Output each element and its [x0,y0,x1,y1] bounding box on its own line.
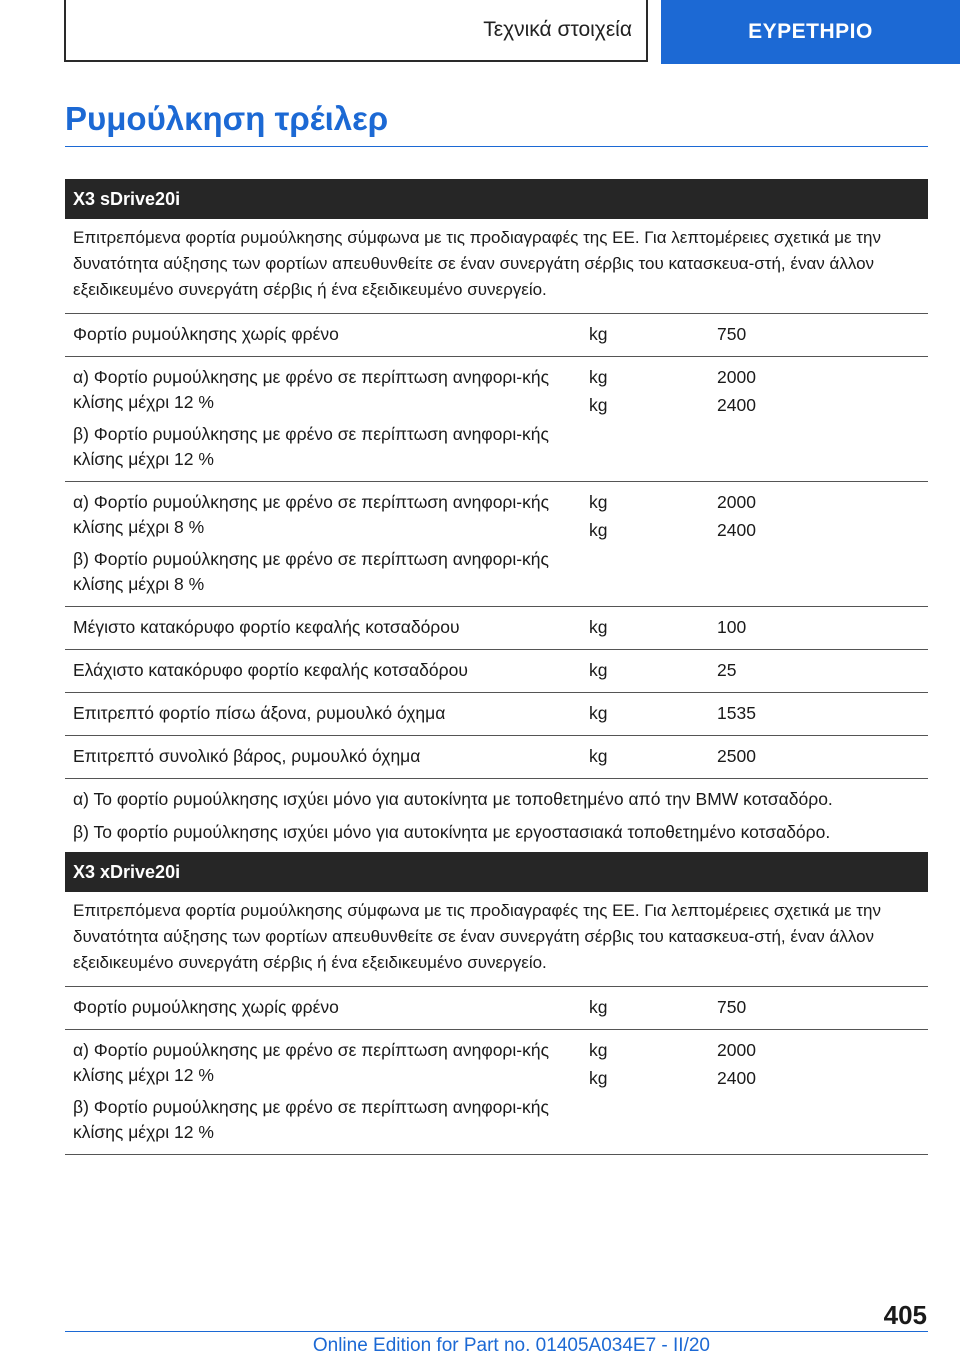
footer-edition-text: Online Edition for Part no. 01405A034E7 - II/20 [312,1335,710,1356]
table-row [65,482,928,607]
table-row [65,1030,928,1155]
page-number: 405 [883,1300,927,1330]
row-unit: kg [589,520,608,540]
row-unit-cell [581,357,709,481]
tab-technical-data-label: Τεχνικά στοιχεία [483,18,632,41]
row-value: 2400 [717,1068,756,1088]
row-label: Φορτίο ρυμούλκησης χωρίς φρένο [73,997,339,1017]
table-intro-text: Επιτρεπόμενα φορτία ρυμούλκησης σύμφωνα με τις προδιαγραφές της ΕΕ. Για λεπτομέρειες σχετικά με την δυνατότητα αύξησης των φορτίων απευθυνθείτε σε έναν συνεργάτη σέρβις του κατασκευα-στή, έναν άλλον εξειδικευμένο συνεργάτη σέρβις ή ένα εξειδικευμένο συνεργείο. [65,892,928,987]
tab-technical-data[interactable] [64,0,648,62]
tab-index-label: ΕΥΡΕΤΗΡΙΟ [748,20,873,43]
row-unit-cell [581,607,709,649]
row-unit: kg [589,1068,608,1088]
row-label: Μέγιστο κατακόρυφο φορτίο κεφαλής κοτσαδόρου [73,617,460,637]
table-header-model: X3 sDrive20i [65,179,928,219]
row-label: α) Φορτίο ρυμούλκησης με φρένο σε περίπτωση ανηφορι-κής κλίσης μέχρι 12 % [73,1040,550,1085]
row-label-cell [65,736,581,778]
table-row [65,987,928,1030]
table-row [65,607,928,650]
row-unit: kg [589,492,608,512]
footer-mask [714,1334,960,1362]
row-value-cell [709,314,928,356]
row-unit-cell [581,987,709,1029]
row-unit: kg [589,703,608,723]
table-row [65,650,928,693]
row-value-cell [709,736,928,778]
row-label-cell [65,693,581,735]
row-label-cell [65,482,581,606]
row-value: 750 [717,324,747,344]
row-label: α) Φορτίο ρυμούλκησης με φρένο σε περίπτωση ανηφορι-κής κλίσης μέχρι 8 % [73,492,550,537]
row-value: 2000 [717,367,756,387]
row-unit: kg [589,617,608,637]
row-label: Φορτίο ρυμούλκησης χωρίς φρένο [73,324,339,344]
row-unit-cell [581,1030,709,1154]
row-label-cell [65,314,581,356]
row-value: 2400 [717,395,756,415]
row-unit: kg [589,997,608,1017]
top-tab-bar [0,0,960,66]
table-header-model: X3 xDrive20i [65,852,928,892]
table-intro-text: Επιτρεπόμενα φορτία ρυμούλκησης σύμφωνα με τις προδιαγραφές της ΕΕ. Για λεπτομέρειες σχετικά με την δυνατότητα αύξησης των φορτίων απευθυνθείτε σε έναν συνεργάτη σέρβις του κατασκευα-στή, έναν άλλον εξειδικευμένο συνεργάτη σέρβις ή ένα εξειδικευμένο συνεργείο. [65,219,928,314]
row-unit-cell [581,314,709,356]
row-value: 750 [717,997,747,1017]
row-unit: kg [589,746,608,766]
row-label-cell [65,987,581,1029]
title-divider [65,146,928,147]
table-row [65,357,928,482]
footnote: α) Το φορτίο ρυμούλκησης ισχύει μόνο για αυτοκίνητα με τοποθετημένο από την BMW κοτσαδόρο. [73,789,833,809]
table-row [65,736,928,779]
row-value: 2500 [717,746,756,766]
row-value-cell [709,987,928,1029]
row-value: 25 [717,660,737,680]
row-label: β) Φορτίο ρυμούλκησης με φρένο σε περίπτωση ανηφορι-κής κλίσης μέχρι 12 % [73,424,549,469]
table-row [65,693,928,736]
row-label: Επιτρεπτό φορτίο πίσω άξονα, ρυμουλκό όχημα [73,703,446,723]
row-label: Ελάχιστο κατακόρυφο φορτίο κεφαλής κοτσαδόρου [73,660,468,680]
row-value: 100 [717,617,747,637]
page-title: Ρυμούλκηση τρέιλερ [65,100,389,137]
row-unit-cell [581,693,709,735]
row-unit: kg [589,367,608,387]
row-unit: kg [589,324,608,344]
row-value: 2000 [717,1040,756,1060]
spec-table-sdrive20i [65,179,928,856]
row-label: β) Φορτίο ρυμούλκησης με φρένο σε περίπτωση ανηφορι-κής κλίσης μέχρι 8 % [73,549,549,594]
row-label-cell [65,357,581,481]
row-label: Επιτρεπτό συνολικό βάρος, ρυμουλκό όχημα [73,746,421,766]
table-footnotes [65,779,928,856]
row-value-cell [709,607,928,649]
footer-divider [65,1331,928,1332]
row-value-cell [709,650,928,692]
row-unit-cell [581,482,709,606]
table-row [65,314,928,357]
row-label: α) Φορτίο ρυμούλκησης με φρένο σε περίπτωση ανηφορι-κής κλίσης μέχρι 12 % [73,367,550,412]
row-label: β) Φορτίο ρυμούλκησης με φρένο σε περίπτωση ανηφορι-κής κλίσης μέχρι 12 % [73,1097,549,1142]
row-label-cell [65,1030,581,1154]
row-unit-cell [581,650,709,692]
row-value-cell [709,482,928,606]
row-value: 1535 [717,703,756,723]
row-value-cell [709,357,928,481]
row-unit: kg [589,395,608,415]
row-value: 2000 [717,492,756,512]
row-label-cell [65,650,581,692]
footnote: β) Το φορτίο ρυμούλκησης ισχύει μόνο για αυτοκίνητα με εργοστασιακά τοποθετημένο κοτσαδόρο. [73,822,831,842]
row-value-cell [709,1030,928,1154]
row-value-cell [709,693,928,735]
tab-index[interactable] [661,0,960,64]
row-unit-cell [581,736,709,778]
spec-table-xdrive20i [65,852,928,1155]
row-value: 2400 [717,520,756,540]
row-label-cell [65,607,581,649]
row-unit: kg [589,1040,608,1060]
row-unit: kg [589,660,608,680]
